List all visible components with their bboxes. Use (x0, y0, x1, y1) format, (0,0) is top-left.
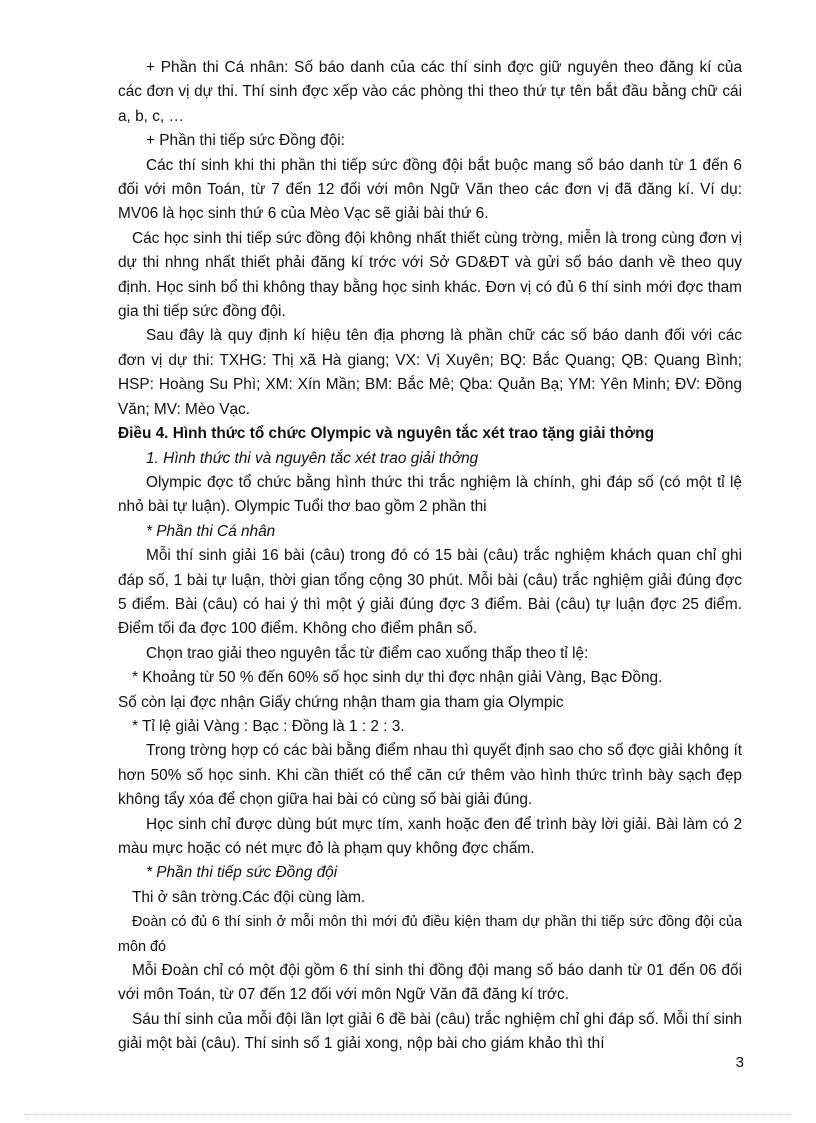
paragraph-ca-nhan-sbd: + Phần thi Cá nhân: Số báo danh của các thí sinh đợc giữ nguyên theo đăng kí của các đơn vị dự thi. Thí sinh đợc xếp vào các phòng thi theo thứ tự tên bắt đầu bằng chữ cái a, b, c, … (118, 59, 742, 125)
page-number: 3 (735, 1054, 744, 1071)
paragraph-so-con-lai: Số còn lại đợc nhận Giấy chứng nhận tham gia tham gia Olympic (118, 693, 564, 711)
paragraph-tiep-suc-sbd: Các thí sinh khi thi phần thi tiếp sức đồng đội bắt buộc mang số báo danh từ 1 đến 6 đối với môn Toán, từ 7 đến 12 đối với môn Ngữ Văn theo các đơn vị đã đăng kí. Ví dụ: MV06 là học sinh thứ 6 của Mèo Vạc sẽ giải bài thứ 6. (118, 156, 742, 223)
paragraph-but-muc: Học sinh chỉ được dùng bút mực tím, xanh hoặc đen để trình bày lời giải. Bài làm có 2 màu mực hoặc có nét mực đỏ là phạm quy không đợc chấm. (118, 815, 742, 857)
subheading-hinh-thuc-thi: 1. Hình thức thi và nguyên tắc xét trao giải thởng (146, 449, 479, 467)
paragraph-olympic-hinh-thuc: Olympic đợc tổ chức bằng hình thức thi trắc nghiệm là chính, ghi đáp số (có một tỉ lệ nhỏ bài tự luận). Olympic Tuổi thơ bao gồm 2 phần thi (118, 473, 742, 516)
paragraph-ca-nhan-bai-thi: Mỗi thí sinh giải 16 bài (câu) trong đó có 15 bài (câu) trắc nghiệm khách quan chỉ ghi đáp số, 1 bài tự luận, thời gian tổng cộng 30 phút. Mỗi bài (câu) trắc nghiệm giải đúng đợc 5 điểm. Bài (câu) có hai ý thì một ý giải đúng đợc 3 điểm. Bài (câu) tự luận đợc 25 điểm. Điểm tối đa đợc 100 điểm. Không cho điểm phân số. (118, 547, 742, 638)
paragraph-moi-doan: Mỗi Đoàn chỉ có một đội gồm 6 thí sinh thi đồng đội mang số báo danh từ 01 đến 06 đối với môn Toán, từ 07 đến 12 đối với môn Ngữ Văn đã đăng kí trớc. (118, 962, 742, 1004)
subheading-phan-thi-ca-nhan: * Phần thi Cá nhân (146, 522, 276, 540)
paragraph-chon-trao-giai: Chọn trao giải theo nguyên tắc từ điểm cao xuống thấp theo tỉ lệ: (146, 644, 589, 662)
paragraph-sau-thi-sinh: Sáu thí sinh của mỗi đội lần lợt giải 6 đề bài (câu) trắc nghiệm chỉ ghi đáp số. Mỗi thí sinh giải một bài (câu). Thí sinh số 1 giải xong, nộp bài cho giám khảo thì thí (118, 1010, 742, 1053)
paragraph-ki-hieu-dia-phuong: Sau đây là quy định kí hiệu tên địa phơng là phần chữ các số báo danh đối với các đơn vị dự thi: TXHG: Thị xã Hà giang; VX: Vị Xuyên; BQ: Bắc Quang; QB: Quang Bình; HSP: Hoàng Su Phì; XM: Xín Mần; BM: Bắc Mê; Qba: Quản Bạ; YM: Yên Minh; ĐV: Đồng Văn; MV: Mèo Vạc. (118, 327, 742, 418)
document-body (118, 56, 742, 1057)
subheading-phan-thi-dong-doi: * Phần thi tiếp sức Đồng đội (146, 864, 338, 882)
paragraph-tiep-suc-heading: + Phần thi tiếp sức Đồng đội: (146, 132, 345, 150)
paragraph-thi-san-truong: Thi ở sân trờng.Các đội cùng làm. (132, 888, 366, 906)
paragraph-khoang-50-60: * Khoảng từ 50 % đến 60% số học sinh dự thi đợc nhận giải Vàng, Bạc Đồng. (132, 669, 663, 687)
paragraph-bang-diem: Trong trờng hợp có các bài bằng điểm nhau thì quyết định sao cho số đợc giải không ít hơn 50% số học sinh. Khi cần thiết có thể căn cứ thêm vào hình thức trình bày sạch đẹp không tẩy xóa để chọn giữa hai bài có cùng số bài giải đúng. (118, 742, 742, 809)
paragraph-tiep-suc-truong: Các học sinh thi tiếp sức đồng đội không nhất thiết cùng trờng, miễn là trong cùng đơn vị dự thi nhng nhất thiết phải đăng kí trớc với Sở GD&ĐT và gửi số báo danh về theo quy định. Học sinh bổ thi không thay bằng học sinh khác. Đơn vị có đủ 6 thí sinh mới đợc tham gia thi tiếp sức đồng đội. (118, 229, 742, 321)
page-bottom-divider (24, 1114, 792, 1115)
paragraph-ti-le-giai: * Tỉ lệ giải Vàng : Bạc : Đồng là 1 : 2 : 3. (132, 717, 405, 735)
section-heading-dieu-4: Điều 4. Hình thức tổ chức Olympic và nguyên tắc xét trao tặng giải thởng (118, 425, 655, 443)
paragraph-doan-du-6: Đoàn có đủ 6 thí sinh ở mỗi môn thì mới đủ điều kiện tham dự phần thi tiếp sức đồng đội của môn đó (118, 914, 742, 955)
